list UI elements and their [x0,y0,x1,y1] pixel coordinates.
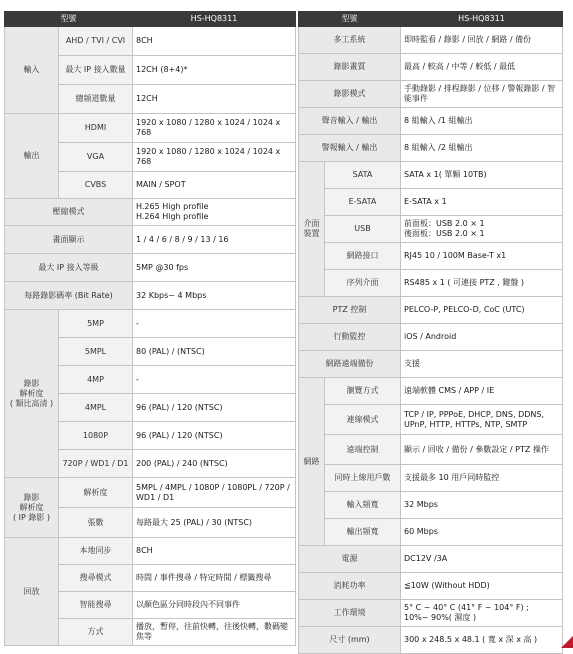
spec-value: 12CH [133,85,296,114]
spec-label: E-SATA [325,189,401,216]
spec-label: 本地同步 [59,538,133,565]
header-model: HS-HQ8311 [401,12,563,27]
spec-row [299,435,563,465]
spec-label: 最大 IP 接入數量 [59,56,133,85]
spec-label: 連線模式 [325,405,401,435]
spec-label: 網路遠端備份 [299,351,401,378]
spec-value: 300 x 248.5 x 48.1 ( 寬 x 深 x 高 ) [401,627,563,654]
spec-label: VGA [59,143,133,172]
spec-label: 聲音輸入 / 輸出 [299,108,401,135]
spec-row [299,81,563,108]
group-label: 網路 [299,378,325,546]
spec-label: 多工系統 [299,27,401,54]
spec-label: 總頻道數量 [59,85,133,114]
spec-row [299,573,563,600]
spec-label: 錄影模式 [299,81,401,108]
spec-row [299,216,563,243]
spec-value: 顯示 / 回收 / 備份 / 參數設定 / PTZ 操作 [401,435,563,465]
spec-row [299,378,563,405]
spec-value: 32 Kbps~ 4 Mbps [133,282,296,310]
spec-value: TCP / IP, PPPoE, DHCP, DNS, DDNS, UPnP, HTTP, HTTPs, NTP, SMTP [401,405,563,435]
spec-value: 以顏色區分同時段內不同事件 [133,592,296,619]
spec-value: 手動錄影 / 排程錄影 / 位移 / 警報錄影 / 智能事件 [401,81,563,108]
spec-label: 5MP [59,310,133,338]
spec-value: - [133,366,296,394]
spec-value: 12CH (8+4)* [133,56,296,85]
spec-value: 支援 [401,351,563,378]
spec-row [299,492,563,519]
spec-row [5,254,296,282]
spec-value: 1920 x 1080 / 1280 x 1024 / 1024 x 768 [133,143,296,172]
spec-table-left [4,11,296,646]
spec-row [299,351,563,378]
spec-row [5,226,296,254]
spec-label: 壓縮模式 [5,199,133,226]
spec-row [299,135,563,162]
spec-label: 解析度 [59,478,133,508]
spec-value: 時間 / 事件搜尋 / 特定時間 / 標籤搜尋 [133,565,296,592]
group-label: 錄影 解析度 ( 類比高清 ) [5,310,59,478]
spec-label: 每路錄影碼率 (Bit Rate) [5,282,133,310]
spec-label: 行動監控 [299,324,401,351]
spec-value: MAIN / SPOT [133,172,296,199]
group-label: 輸入 [5,27,59,114]
spec-label: 最大 IP 接入等級 [5,254,133,282]
spec-row [299,297,563,324]
spec-value: 32 Mbps [401,492,563,519]
spec-label: 電源 [299,546,401,573]
spec-row [299,324,563,351]
spec-value: DC12V /3A [401,546,563,573]
spec-label: 1080P [59,422,133,450]
corner-accent [561,636,573,648]
spec-value: H.265 High profile H.264 High profile [133,199,296,226]
spec-value: 200 (PAL) / 240 (NTSC) [133,450,296,478]
spec-value: 8CH [133,538,296,565]
spec-row [299,627,563,654]
spec-label: 4MP [59,366,133,394]
spec-label: 方式 [59,619,133,646]
spec-row [5,27,296,56]
spec-label: 張數 [59,508,133,538]
spec-label: 尺寸 (mm) [299,627,401,654]
spec-label: 搜尋模式 [59,565,133,592]
header-row [5,12,296,27]
spec-label: 5MPL [59,338,133,366]
spec-value: 支援最多 10 用戶同時監控 [401,465,563,492]
spec-row [5,310,296,338]
spec-value: 8CH [133,27,296,56]
spec-label: 智能搜尋 [59,592,133,619]
spec-row [299,243,563,270]
spec-label: 序列介面 [325,270,401,297]
spec-row [5,199,296,226]
spec-value: iOS / Android [401,324,563,351]
spec-value: 1 / 4 / 6 / 8 / 9 / 13 / 16 [133,226,296,254]
spec-label: 消耗功率 [299,573,401,600]
spec-value: 8 組輸入 /2 組輸出 [401,135,563,162]
spec-label: 輸出頻寬 [325,519,401,546]
spec-table-right [298,11,563,654]
group-label: 錄影 解析度 ( IP 錄影 ) [5,478,59,538]
spec-value: 播放，暫停，往前快轉，往後快轉，數碼變焦等 [133,619,296,646]
spec-value: - [133,310,296,338]
spec-label: AHD / TVI / CVI [59,27,133,56]
spec-value: 96 (PAL) / 120 (NTSC) [133,394,296,422]
spec-row [5,114,296,143]
spec-value: E-SATA x 1 [401,189,563,216]
spec-value: 最高 / 較高 / 中等 / 較低 / 最低 [401,54,563,81]
spec-row [299,519,563,546]
spec-row [299,600,563,627]
spec-value: 1920 x 1080 / 1280 x 1024 / 1024 x 768 [133,114,296,143]
spec-value: 5° C ~ 40° C (41° F ~ 104° F) ; 10%~ 90%( 濕度 ) [401,600,563,627]
spec-label: 720P / WD1 / D1 [59,450,133,478]
spec-value: PELCO-P, PELCO-D, CoC (UTC) [401,297,563,324]
spec-label: SATA [325,162,401,189]
spec-value: 前面板：USB 2.0 × 1 後面板：USB 2.0 × 1 [401,216,563,243]
spec-value: 5MP @30 fps [133,254,296,282]
spec-label: 錄影畫質 [299,54,401,81]
spec-row [299,108,563,135]
header-model: HS-HQ8311 [133,12,296,27]
spec-row [5,282,296,310]
spec-row [5,538,296,565]
spec-value: 即時監看 / 錄影 / 回放 / 網路 / 備份 [401,27,563,54]
spec-value: 60 Mbps [401,519,563,546]
spec-label: 瀏覽方式 [325,378,401,405]
spec-value: 8 組輸入 /1 組輸出 [401,108,563,135]
spec-value: RJ45 10 / 100M Base-T x1 [401,243,563,270]
spec-value: ≦10W (Without HDD) [401,573,563,600]
header-label: 型號 [299,12,401,27]
spec-value: SATA x 1( 單顆 10TB) [401,162,563,189]
spec-value: 80 (PAL) / (NTSC) [133,338,296,366]
spec-row [299,546,563,573]
spec-row [299,189,563,216]
spec-row [299,162,563,189]
spec-label: 同時上線用戶數 [325,465,401,492]
spec-label: 輸入頻寬 [325,492,401,519]
spec-value: 遠端軟體 CMS / APP / IE [401,378,563,405]
spec-label: CVBS [59,172,133,199]
spec-row [5,478,296,508]
header-row [299,12,563,27]
group-label: 回放 [5,538,59,646]
spec-row [299,54,563,81]
spec-value: 96 (PAL) / 120 (NTSC) [133,422,296,450]
group-label: 輸出 [5,114,59,199]
spec-label: 4MPL [59,394,133,422]
spec-row [299,27,563,54]
header-label: 型號 [5,12,133,27]
spec-value: RS485 x 1 ( 可連接 PTZ , 鍵盤 ) [401,270,563,297]
group-label: 介面 裝置 [299,162,325,297]
spec-row [299,270,563,297]
spec-row [299,465,563,492]
spec-label: 遠端控制 [325,435,401,465]
spec-label: USB [325,216,401,243]
spec-row [299,405,563,435]
spec-label: 警報輸入 / 輸出 [299,135,401,162]
spec-label: PTZ 控制 [299,297,401,324]
spec-label: 工作環境 [299,600,401,627]
spec-label: 畫面顯示 [5,226,133,254]
spec-value: 每路最大 25 (PAL) / 30 (NTSC) [133,508,296,538]
spec-value: 5MPL / 4MPL / 1080P / 1080PL / 720P / WD1 / D1 [133,478,296,508]
spec-label: 網路接口 [325,243,401,270]
spec-label: HDMI [59,114,133,143]
